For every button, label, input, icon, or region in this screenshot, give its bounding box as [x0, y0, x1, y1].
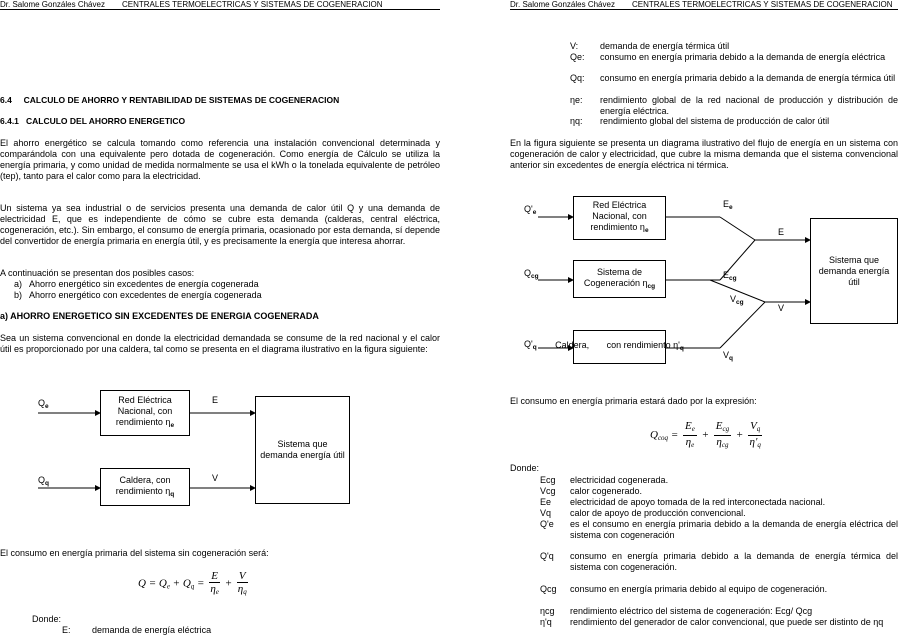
label-e-total: E	[778, 227, 785, 237]
header-author: Dr. Salome Gonzáles Chávez	[0, 0, 105, 9]
definition-symbol: ηe:	[570, 95, 583, 105]
definition-text: rendimiento del generador de calor convencional, que puede ser distinto de ηq	[570, 617, 884, 627]
definition-symbol: Qcg	[540, 584, 557, 594]
equation-conventional: Q = Qe + Qq = $\frac{E}{\eta e}$ + $\frac{V}{\eta q}$	[138, 570, 247, 596]
section-heading: 6.4 CALCULO DE AHORRO Y RENTABILIDAD DE SISTEMAS DE COGENERACION	[0, 95, 340, 105]
definition-symbol: Vcg	[540, 486, 556, 496]
definition-text: consumo en energía primaria debido al equipo de cogeneración.	[570, 584, 828, 594]
definition-text: consumo en energía primaria debido a la demanda de energía térmica del sistema con cogeneración.	[570, 551, 898, 572]
label-ee: $E_e$	[723, 199, 733, 211]
definition-text: consumo en energía primaria debido a la demanda de energía eléctrica	[600, 52, 886, 62]
case-b: b) Ahorro energético con excedentes de energía cogenerada	[14, 290, 262, 300]
label-v-total: V	[778, 303, 785, 313]
definition-text: rendimiento global del sistema de producción de calor útil	[600, 116, 830, 126]
definition-symbol: Q'e	[540, 519, 554, 529]
definition-text: rendimiento eléctrico del sistema de cogeneración: Ecg/ Qcg	[570, 606, 813, 616]
definition-symbol: ηq:	[570, 116, 583, 126]
definition-symbol: η'q	[540, 617, 552, 627]
label-qe: $Q_e$	[38, 398, 49, 410]
definition-text: consumo en energía primaria debido a la demanda de energía térmica útil	[600, 73, 896, 83]
definition-symbol: Ecg	[540, 475, 556, 485]
definition-symbol: ηcg	[540, 606, 555, 616]
definition-symbol: Q'q	[540, 551, 554, 561]
header-author-right: Dr. Salome Gonzáles Chávez	[510, 0, 615, 9]
definition-text: rendimiento global de la red nacional de producción y distribución de energía eléctrica.	[600, 95, 898, 116]
header-book-title: CENTRALES TERMOELECTRICAS Y SISTEMAS DE COGENERACION	[122, 0, 383, 9]
label-v: V	[212, 473, 219, 483]
left-page: Dr. Salome Gonzáles Chávez CENTRALES TERMOELECTRICAS Y SISTEMAS DE COGENERACION 6.4 CALCULO DE AHORRO Y RENTABILIDAD DE SISTEMAS DE COGENERACION 6.4.1 CALCULO DEL AHORRO ENERGETICO El ahorro energético se calcula tomando como referencia una instalación convencional determinada y comparándola con una equivalente pero dotada de cogeneración. Como energía de Cálculo se utiliza la energía primaria, y como unidad de medida normalmente se usa el kWh o la tonelada equivalente de petróleo (tep), tanto para el calor como para la electricidad. Un sistema ya sea industrial o de servicios presenta una demanda de calor útil Q y una demanda de electricidad E, que es independiente de cómo se cubre esta demanda (calderas, central eléctrica, cogeneración, etc.). Sin embargo, el consumo de energía primaria, ocasionado por esta demanda, sí depende del convertidor de energía primaria en energía útil, y es precisamente la energía que interesa ahorrar. A continuación se presentan dos posibles casos: a) Ahorro energético sin excedentes de energía cogenerada b) Ahorro energético con excedentes de energía cogenerada a) AHORRO ENERGETICO SIN EXCEDENTES DE ENERGIA COGENERADA Sea un sistema convencional en donde la electricidad demandada se consume de la red nacional y el calor útil es proporcionado por una caldera, tal como se presenta en el diagrama ilustrativo en la figura siguiente: $Q_e$ $Q_q$ Red Eléctrica Nacional, con rendimiento $\eta_e$ Caldera, con rendimiento $\eta_q$ E V Sistema que demanda energía útil El consumo en energía primaria del sistema sin cogeneración será: Q = Qe + Qq = $\frac{E}{\eta e}$ + $\frac{V}{\eta q}$ Donde: E: demanda de energía eléctrica	[0, 0, 440, 635]
definition-text: demanda de energía térmica útil	[600, 41, 730, 51]
equation-cogeneration: Qcoq = $\frac{Ee}{\eta e}$ + $\frac{\text{Ecg}}{\text{ηcg}}$ + $\frac{Vq}{\eta'q}$	[650, 420, 761, 449]
label-qcg: $Q_{cg}$	[524, 268, 539, 280]
box-sistema-2: Sistema que demanda energía útil	[810, 218, 898, 324]
definition-text: calor cogenerado.	[570, 486, 643, 496]
definition-symbol: Qq:	[570, 73, 585, 83]
label-qq-prime: $Q'_q$	[524, 339, 537, 351]
label-e: E	[212, 395, 219, 405]
paragraph-consumption: El consumo en energía primaria del sistema sin cogeneración será:	[0, 548, 269, 558]
paragraph-intro: El ahorro energético se calcula tomando como referencia una instalación convencional determinada y comparándola con una equivalente pero dotada de cogeneración. Como energía de Cálculo se utiliza la energía primaria, y como unidad de medida normalmente se usa el kWh o la tonelada equivalente de petróleo (tep), tanto para el calor como para la electricidad.	[0, 138, 440, 181]
definition-symbol: Ee	[540, 497, 552, 507]
right-page	[510, 0, 898, 638]
box-red-electrica: Red Eléctrica Nacional, con rendimiento $\eta_e$	[100, 390, 190, 436]
box-caldera-2: Caldera, con rendimiento $\eta'_q$	[573, 330, 666, 364]
box-caldera: Caldera, con rendimiento $\eta_q$	[100, 468, 190, 506]
diagram-cogeneration	[510, 190, 898, 370]
definition-symbol: Vq	[540, 508, 552, 518]
definition-symbol: Qe:	[570, 52, 585, 62]
paragraph-conventional: Sea un sistema convencional en donde la electricidad demandada se consume de la red nacional y el calor útil es proporcionado por una caldera, tal como se presenta en el diagrama ilustrativo en la figura siguiente:	[0, 333, 440, 354]
label-qe-prime: $Q'_e$	[524, 204, 537, 216]
header-book-title-right: CENTRALES TERMOELECTRICAS Y SISTEMAS DE COGENERACION	[632, 0, 893, 9]
label-qq: $Q_q$	[38, 475, 49, 487]
diagram-conventional	[0, 380, 440, 510]
subsection-heading: 6.4.1 CALCULO DEL AHORRO ENERGETICO	[0, 116, 186, 126]
paragraph-cases: A continuación se presentan dos posibles casos:	[0, 268, 195, 278]
definition-text: calor de apoyo de producción convencional.	[570, 508, 746, 518]
diagram-conventional-lines	[0, 380, 440, 510]
paragraph-expression: El consumo en energía primaria estará dado por la expresión:	[510, 396, 757, 406]
page-header-left	[0, 0, 440, 10]
definition-text: es el consumo en energía primaria debido a la demanda de energía eléctrica del sistema con cogeneración	[570, 519, 898, 540]
page-header-right	[510, 0, 898, 10]
definition-symbol: V:	[570, 41, 579, 51]
case-a-heading: a) AHORRO ENERGETICO SIN EXCEDENTES DE ENERGIA COGENERADA	[0, 311, 319, 321]
definition-text: electricidad de apoyo tomada de la red interconectada nacional.	[570, 497, 826, 507]
box-red-electrica-2: Red Eléctrica Nacional, con rendimiento $\eta_e$	[573, 196, 666, 240]
label-vq: $V_q$	[723, 350, 733, 362]
box-cogeneracion: Sistema de Cogeneración $\eta_{cg}$	[573, 260, 666, 298]
paragraph-cogeneration: En la figura siguiente se presenta un diagrama ilustrativo del flujo de energía en un sistema con cogeneración de calor y electricidad, que cubre la misma demanda que el sistema convencional anterior sin excedentes de energía eléctrica ni térmica.	[510, 138, 898, 170]
case-a: a) Ahorro energético sin excedentes de energía cogenerada	[14, 279, 259, 289]
definition-text: electricidad cogenerada.	[570, 475, 669, 485]
donde-left: Donde:	[32, 614, 62, 624]
box-sistema: Sistema que demanda energía útil	[255, 396, 350, 504]
donde-right: Donde:	[510, 463, 540, 473]
paragraph-demand: Un sistema ya sea industrial o de servicios presenta una demanda de calor útil Q y una demanda de electricidad E, que es independiente de cómo se cubre esta demanda (calderas, central eléctrica, cogeneración, etc.). Sin embargo, el consumo de energía primaria, ocasionado por esta demanda, sí depende del convertidor de energía primaria en energía útil, y es precisamente la energía que interesa ahorrar.	[0, 203, 440, 246]
label-vcg: $V_{cg}$	[730, 294, 744, 306]
label-ecg: $E_{cg}$	[723, 270, 737, 282]
